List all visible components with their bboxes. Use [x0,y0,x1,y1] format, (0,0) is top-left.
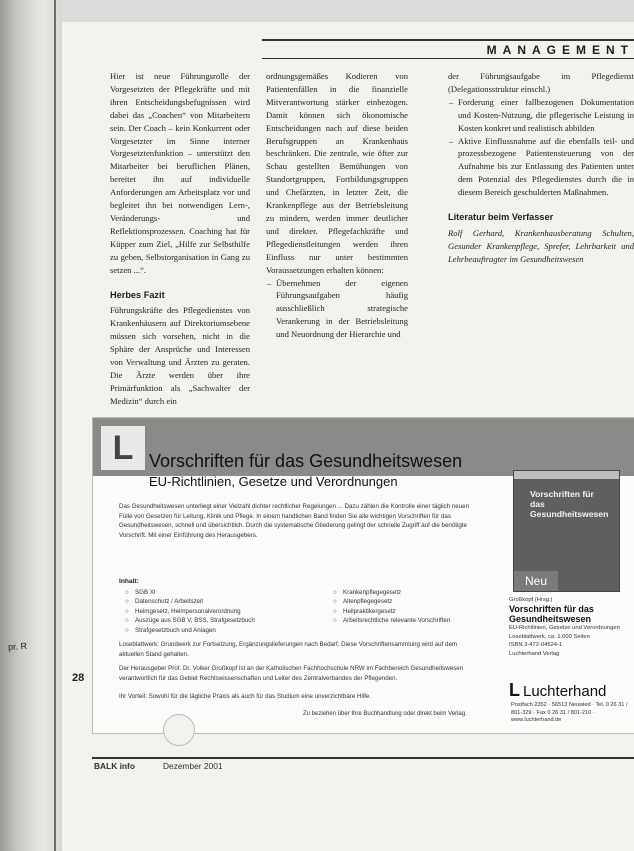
list-item: – Übernehmen der eigenen Führungsaufgaben häufig ausschließlich strategische Verankerung in der Betriebsleitung und Neuordnung der Hierarchie und [276,277,408,342]
list-item: ○ Datenschutz / Arbeitszeit [125,597,305,606]
ad-note: Der Herausgeber Prof. Dr. Volker Großkopf ist an der Katholischen Fachhochschule NRW im Fachbereich Gesundheitswesen verantwortlich für das Gebiet Rechtswissenschaften und Leiter des Zentralverbandes der Pflegenden. [119,665,464,682]
publisher-address: Postfach 2352 · 56513 Neuwied · Tel. 0 26 31 / 801-329 · Fax 0 26 31 / 801-210 · www.luchterhand.de [511,702,628,724]
ad-intro: Das Gesundheitswesen unterliegt einer Vielzahl dichter rechtlicher Regelungen ... Dazu zählen die Kontrolle einer täglich neuen Fülle von Gesetzen für Leitung, Klinik und Pflege. In einem handlichen Band finden Sie alle wichtigen Vorschriften für das Gesundheitswesen, schnell und übersichtlich. Durch die systematische Gliederung gelingt der schnelle Zugriff auf die benötigte Vorschrift. Mit einer Einführung des Herausgebers. [119,503,470,539]
journal-name: BALK info [94,761,135,771]
list-item: ○ Auszüge aus SGB V, BSS, Strafgesetzbuch [125,616,305,625]
list-item: – Aktive Einflussnahme auf die ebenfalls teil- und prozessbezogene Patientensteuerung von der Aufnahme bis zur Entlassung des Patienten unter dem Potenzial des Pflegedienstes durch die in diesem Bereich geschulderten Maßnahmen. [458,135,634,200]
literature-note: Rolf Gerhard, Krankenhausberatung Schulten, Gesunder Krankenpflege, Sprefer, Lehrbarkeit und Lehrbeauftragter im Gesundheitswesen [448,227,634,264]
contents-list-right [333,588,483,626]
spine-edge [54,0,56,851]
ad-title: Vorschriften für das Gesundheitswesen [149,451,463,471]
list-item: – Forderung einer fallbezogenen Dokumentation und Kosten-Nutzung, die pflegerische Leistung in Kosten konkret und realistisch abbilden [458,96,634,135]
list-item: ○ Heimgesetz, Heimpersonalverordnung [125,607,305,616]
ad-note: Ihr Vorteil: Sowohl für die tägliche Praxis als auch für das Studium eine unverzichtbare Hilfe. [119,693,372,700]
new-badge: Neu [514,571,558,591]
contents-label: Inhalt: [119,578,139,585]
publisher-label: Luchterhand [523,683,607,700]
book-info-line: Luchterhand Verlag [509,650,560,657]
paragraph: Hier ist neue Führungsrolle der Vorgesetzten der Pflegekräfte und mit ihren Entscheidungsbefugnissen wird dabei das „Coachen“ von Mitarbeitern sein. Der Coach – kein Konkurrent oder Vorgesetzter im Sinne interner Vorgesetztenfunktion – unterstützt den Mitarbeiter bei beruflichen Plänen, bereitet ihn auf individuelle Anforderungen am Arbeitsplatz vor und begleitet ihn bei notwendigen Lern-, Veränderungs- und Reflektionsprozessen. Coaching hat für Küpper zum Ziel, „Hilfe zur Selbsthilfe zu geben, Selbstorganisation in Gang zu setzen ...“. [110,71,250,275]
text-column-3 [448,70,634,266]
magazine-page [62,22,634,851]
text-column-2 [266,70,408,341]
paragraph: der Führungsaufgabe im Pflegedienst (Delegationsstruktur einschl.) [448,71,634,94]
decorative-circle [163,714,195,746]
list-item: ○ Strafgesetzbuch und Anlagen [125,626,305,635]
publisher-name [509,680,606,701]
bullet-list [266,277,408,342]
page-footer [94,761,223,771]
publisher-logo-icon: L [101,426,145,470]
book-info-line: Loseblattwerk, ca. 1.000 Seiten [509,633,590,640]
advertisement [92,417,634,734]
book-info-line: EU-Richtlinien, Gesetze und Verordnungen [509,625,620,632]
list-item: ○ SGB XI [125,588,305,597]
book-info-title: Vorschriften für das Gesundheitswesen [509,604,594,625]
heading: Literatur beim Verfasser [448,212,554,223]
list-item: ○ Krankenpflegegesetz [333,588,483,597]
page-number: 28 [72,672,85,684]
heading: Herbes Fazit [110,289,165,300]
issue-date: Dezember 2001 [162,761,223,771]
paragraph: Führungskräfte des Pflegedienstes von Krankenhäusern auf Direktoriumsebene müssen sich vorsehen, nicht in die Sphäre der Ansprüche und Interessen von Verwaltung und Ärzten zu geraten. Die Ärzte werden über ihre Primärfunktion als „Sachwalter der Medizin“ durch ein [110,305,250,406]
contents-list-left [125,588,305,635]
binding-spine [0,0,62,851]
ad-footer-text: Zu beziehen über Ihre Buchhandlung oder direkt beim Verlag. [303,711,467,717]
list-item: ○ Altenpflegegesetz [333,597,483,606]
list-item: ○ Arbeitsrechtliche relevante Vorschriften [333,616,483,625]
text-column-1 [110,70,250,408]
book-title: Vorschriften für das Gesundheitswesen [530,489,609,519]
publisher-mark-icon: L [509,680,520,700]
section-header: MANAGEMENT [262,39,634,59]
footer-rule [92,757,634,759]
book-info [509,596,634,658]
paragraph: ordnungsgemäßes Kodieren von Patientenfällen in die finanzielle Mitverantwortung stärker einbezogen. Damit können sich ökonomische Entscheidungen nach auf diese beiden Berufsgruppen an Krankenhaus beschränken. Die zentrale, wie öfter zur Schau gestellten Bemühungen von Standortgruppen, Fortbildungsgruppen und Chefärzten, in letzter Zeit, die Krankenpflege aus der Betriebsleitung zu mindern, werden immer deutlicher und direkter. Pflegefachkräfte und Pflegedienstleitungen werden ihren Einfluss nur unter bestimmten Voraussetzungen erhalten können: [266,71,408,275]
bullet-list [448,96,634,199]
book-cover [513,470,620,592]
book-editor: Großkopf (Hrsg.) [509,597,553,603]
ad-note: Loseblattwerk: Grundwerk zur Fortsetzung, Ergänzungslieferungen nach Bedarf. Diese Vorschriftensammlung wird auf dem aktuellen Stand gehalten. [119,641,458,658]
book-strip [514,471,619,479]
spine-text: pr. R [7,640,28,653]
ad-subtitle: EU-Richtlinien, Gesetze und Verordnungen [149,474,398,489]
book-info-line: ISBN 3-472-04524-1 [509,642,563,649]
list-item: ○ Heilpraktikergesetz [333,607,483,616]
